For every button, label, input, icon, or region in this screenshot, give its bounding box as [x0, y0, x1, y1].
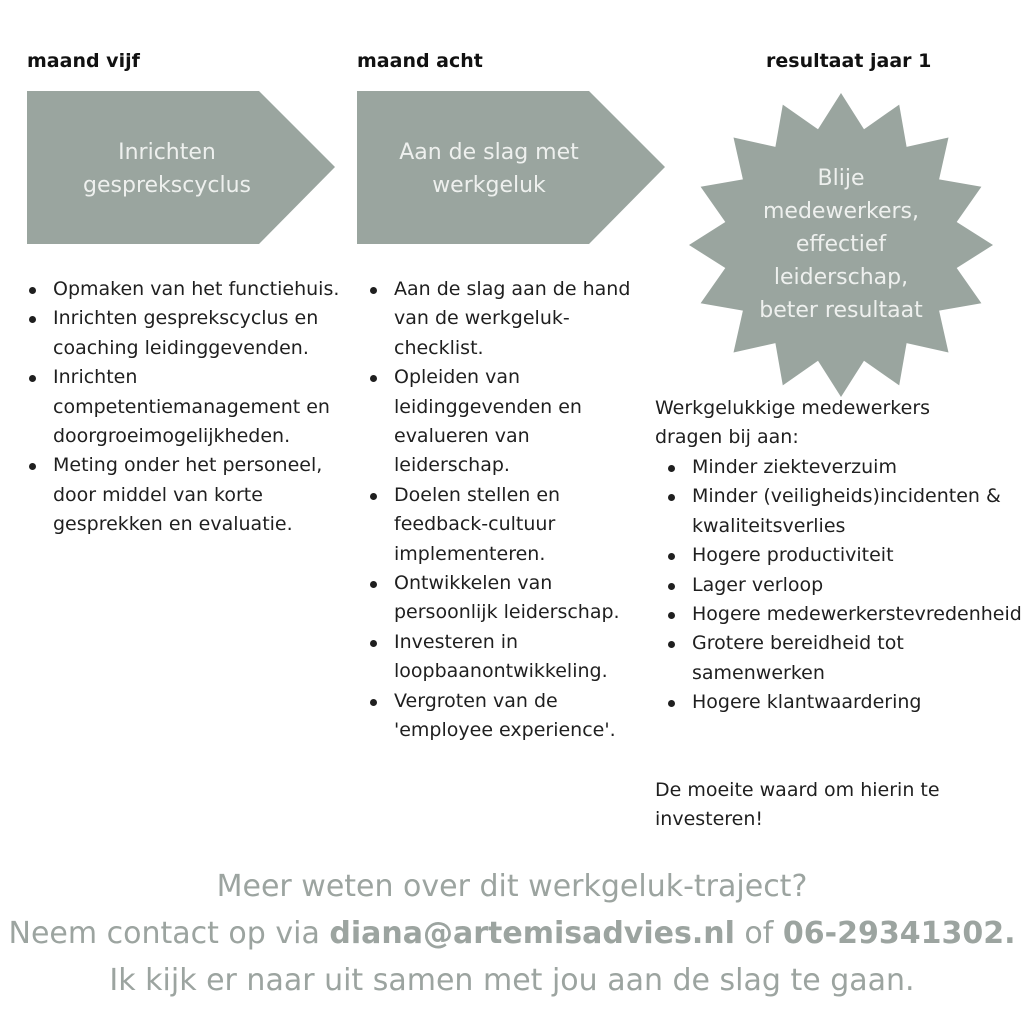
contact-phone[interactable]: 06-29341302. — [782, 916, 1016, 951]
list-item: Investeren in loopbaanontwikkeling. — [368, 628, 643, 687]
list-item: Opmaken van het functiehuis. — [27, 275, 342, 304]
arrow-label-line: Inrichten — [118, 140, 216, 165]
list-item: Inrichten gesprekscyclus en coaching leidinggevenden. — [27, 304, 342, 363]
list-item: Inrichten competentiemanagement en doorgroeimogelijkheden. — [27, 363, 342, 451]
list-item: Minder (veiligheids)incidenten & kwaliteitsverlies — [666, 482, 1024, 541]
result-intro: Werkgelukkige medewerkers dragen bij aan: — [655, 397, 931, 449]
contact-email[interactable]: diana@artemisadvies.nl — [329, 916, 735, 951]
column-title-month-eight: maand acht — [357, 50, 483, 72]
list-item: Minder ziekteverzuim — [666, 453, 1024, 482]
list-item: Meting onder het personeel, door middel van korte gesprekken en evaluatie. — [27, 451, 342, 539]
list-item: Opleiden van leidinggevenden en evalueren van leiderschap. — [368, 363, 643, 481]
footer-contact-mid: of — [734, 916, 783, 951]
starburst-label-line: beter resultaat — [759, 298, 923, 323]
arrow-label-line: gesprekscyclus — [83, 173, 251, 198]
list-item: Aan de slag aan de hand van de werkgeluk-checklist. — [368, 275, 643, 363]
bullet-list-month-five — [27, 275, 342, 540]
list-item: Hogere productiviteit — [666, 541, 1024, 570]
footer-line-1: Meer weten over dit werkgeluk-traject? — [216, 869, 808, 904]
bullet-list-results — [666, 453, 1024, 718]
footer-line-2 — [0, 910, 1024, 957]
arrow-label-month-eight — [357, 136, 621, 202]
column-title-result-year-one: resultaat jaar 1 — [766, 50, 932, 72]
list-item: Hogere medewerkerstevredenheid — [666, 600, 1024, 629]
list-item: Ontwikkelen van persoonlijk leiderschap. — [368, 569, 643, 628]
starburst-label — [741, 162, 941, 327]
bullet-list-month-eight — [368, 275, 643, 746]
arrow-label-line: werkgeluk — [432, 173, 546, 198]
starburst-label-line: effectief — [795, 232, 887, 257]
list-item: Grotere bereidheid tot samenwerken — [666, 629, 1024, 688]
footer-line-3: Ik kijk er naar uit samen met jou aan de slag te gaan. — [109, 963, 915, 998]
list-item: Doelen stellen en feedback-cultuur implementeren. — [368, 481, 643, 569]
arrow-label-month-five — [27, 136, 307, 202]
column-title-month-five: maand vijf — [27, 50, 140, 72]
arrow-label-line: Aan de slag met — [399, 140, 579, 165]
footer-contact-prefix: Neem contact op via — [8, 916, 330, 951]
list-item: Vergroten van de 'employee experience'. — [368, 687, 643, 746]
list-item: Hogere klantwaardering — [666, 688, 1024, 717]
list-item: Lager verloop — [666, 571, 1024, 600]
result-closing: De moeite waard om hierin te investeren! — [655, 779, 940, 831]
starburst-label-line: medewerkers, — [762, 199, 920, 224]
starburst-label-line: Blije — [817, 166, 865, 191]
starburst-label-line: leiderschap, — [773, 265, 909, 290]
